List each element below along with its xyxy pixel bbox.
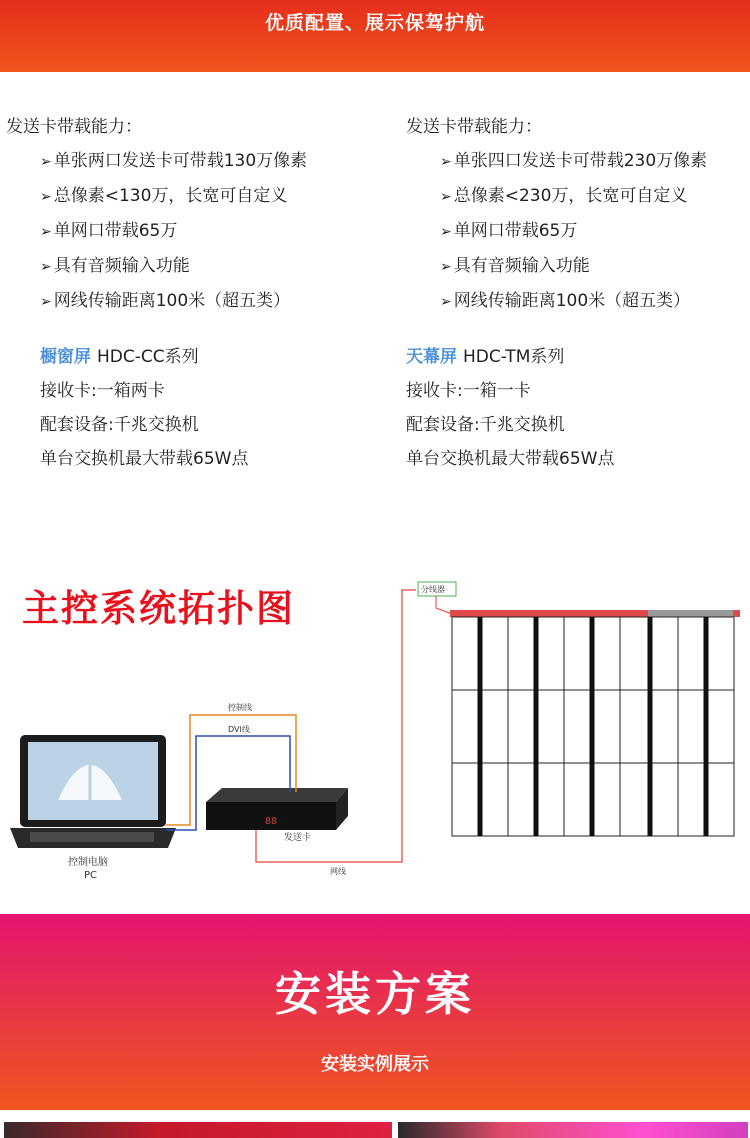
splitter-label: 分线器 — [421, 585, 445, 594]
dvi-line-label: DVI线 — [228, 725, 250, 734]
list-item: ➢ 总像素<230万，长宽可自定义 — [440, 179, 750, 214]
list-item: ➢ 单张四口发送卡可带载230万像素 — [440, 144, 750, 179]
laptop-icon — [10, 735, 176, 848]
list-item: ➢ 具有音频输入功能 — [440, 249, 750, 284]
left-sender-card — [6, 110, 366, 319]
install-photo-2 — [398, 1122, 748, 1138]
pc-label-1: 控制电脑 — [68, 857, 108, 868]
topology-title: 主控系统拓扑图 — [22, 587, 295, 630]
right-card-heading: 发送卡带载能力： — [406, 117, 542, 137]
sender-display: 88 — [265, 816, 278, 827]
left-card-list — [6, 144, 366, 319]
sender-label: 发送卡 — [284, 833, 312, 843]
series-name: 天幕屏 — [406, 347, 457, 367]
install-subtitle: 安装实例展示 — [321, 1054, 429, 1075]
install-title: 安装方案 — [275, 967, 475, 1021]
series-line: 接收卡:一箱两卡 — [40, 381, 165, 401]
install-banner — [0, 914, 750, 1110]
left-card-heading: 发送卡带载能力： — [6, 117, 142, 137]
list-item: ➢ 单张两口发送卡可带载130万像素 — [40, 144, 366, 179]
left-series-title — [40, 340, 380, 374]
right-series-title — [406, 340, 746, 374]
list-item: ➢ 网线传输距离100米（超五类） — [440, 284, 750, 319]
series-line: 单台交换机最大带载65W点 — [40, 449, 249, 469]
list-item: ➢ 单网口带载65万 — [440, 214, 750, 249]
top-banner — [0, 0, 750, 72]
banner-title: 优质配置、展示保驾护航 — [264, 12, 485, 34]
left-series-block — [40, 340, 380, 476]
series-model: HDC-TM系列 — [463, 347, 565, 367]
series-model: HDC-CC系列 — [97, 347, 199, 367]
list-item: ➢ 总像素<130万，长宽可自定义 — [40, 179, 366, 214]
right-series-block — [406, 340, 746, 476]
right-card-list — [406, 144, 750, 319]
right-sender-card — [406, 110, 750, 319]
network-line-label: 网线 — [330, 867, 346, 876]
splitter-cable — [436, 596, 452, 614]
series-line: 接收卡:一箱一卡 — [406, 381, 531, 401]
pc-label-2: PC — [84, 870, 98, 881]
series-line: 配套设备:千兆交换机 — [40, 415, 199, 435]
series-name: 橱窗屏 — [40, 347, 91, 367]
series-line: 配套设备:千兆交换机 — [406, 415, 565, 435]
series-line: 单台交换机最大带载65W点 — [406, 449, 615, 469]
control-line-label: 控制线 — [228, 703, 252, 712]
list-item: ➢ 具有音频输入功能 — [40, 249, 366, 284]
list-item: ➢ 单网口带载65万 — [40, 214, 366, 249]
install-photo-1 — [4, 1122, 392, 1138]
list-item: ➢ 网线传输距离100米（超五类） — [40, 284, 366, 319]
video-wall — [450, 610, 740, 836]
